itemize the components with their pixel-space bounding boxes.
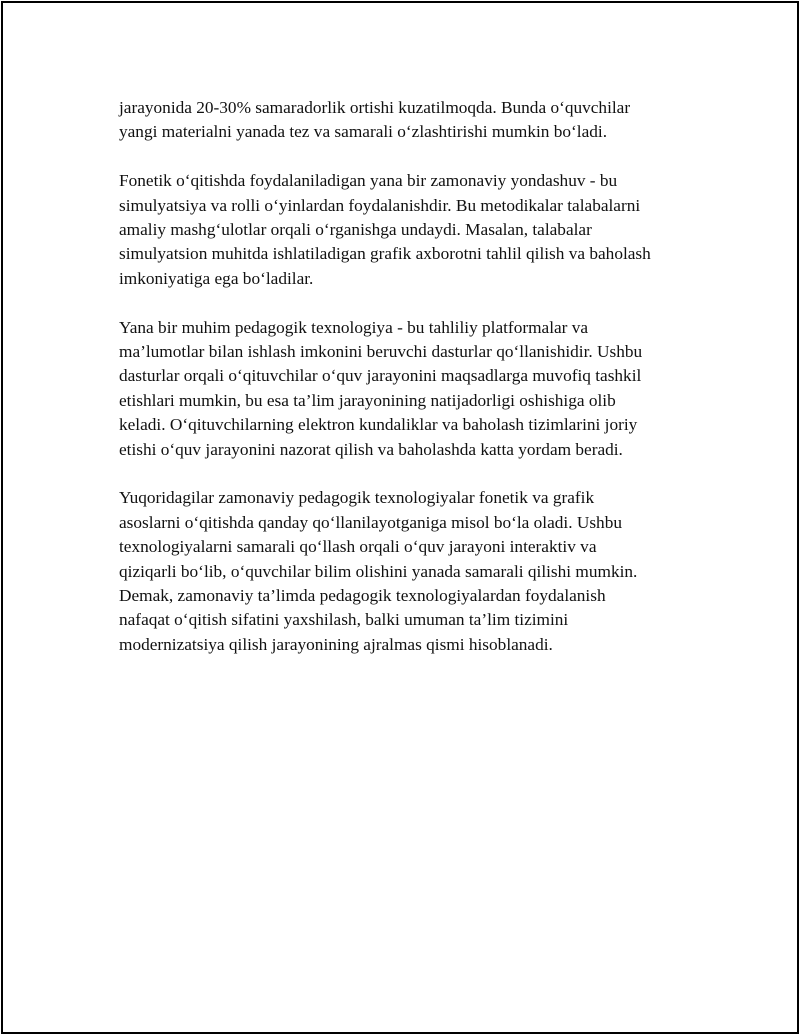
text-line: ma’lumotlar bilan ishlash imkonini beruvchi dasturlar qo‘llanishidir. Ushbu [119, 342, 643, 362]
text-line: Yana bir muhim pedagogik texnologiya - bu tahliliy platformalar va [119, 317, 589, 337]
paragraph-3 [119, 316, 719, 462]
paragraph-4 [119, 486, 719, 657]
text-line: etishlari mumkin, bu esa ta’lim jarayonining natijadorligi oshishiga olib [119, 390, 616, 410]
text-line: Demak, zamonaviy ta’limda pedagogik texnologiyalardan foydalanish [119, 586, 606, 606]
text-line: simulyatsion muhitda ishlatiladigan grafik axborotni tahlil qilish va baholash [119, 244, 651, 264]
text-line: amaliy mashg‘ulotlar orqali o‘rganishga undaydi. Masalan, talabalar [119, 220, 592, 240]
text-line: yangi materialni yanada tez va samarali o‘zlashtirishi mumkin bo‘ladi. [119, 122, 608, 142]
page-frame [1, 1, 799, 1034]
text-line: Fonetik o‘qitishda foydalaniladigan yana bir zamonaviy yondashuv - bu [119, 171, 618, 191]
text-line: modernizatsiya qilish jarayonining ajralmas qismi hisoblanadi. [119, 634, 553, 654]
text-line: Yuqoridagilar zamonaviy pedagogik texnologiyalar fonetik va grafik [119, 488, 595, 508]
paragraph-2 [119, 169, 719, 291]
text-line: qiziqarli bo‘lib, o‘quvchilar bilim olishini yanada samarali qilishi mumkin. [119, 561, 638, 581]
text-line: simulyatsiya va rolli o‘yinlardan foydalanishdir. Bu metodikalar talabalarni [119, 195, 641, 215]
text-line: keladi. O‘qituvchilarning elektron kundaliklar va baholash tizimlarini joriy [119, 415, 638, 435]
text-line: nafaqat o‘qitish sifatini yaxshilash, balki umuman ta’lim tizimini [119, 610, 569, 630]
text-line: texnologiyalarni samarali qo‘llash orqali o‘quv jarayoni interaktiv va [119, 537, 597, 557]
text-line: imkoniyatiga ega bo‘ladilar. [119, 268, 314, 288]
text-line: etishi o‘quv jarayonini nazorat qilish va baholashda katta yordam beradi. [119, 439, 623, 459]
body-text [119, 96, 719, 682]
text-line: jarayonida 20-30% samaradorlik ortishi kuzatilmoqda. Bunda o‘quvchilar [119, 98, 631, 117]
text-line: dasturlar orqali o‘qituvchilar o‘quv jarayonini maqsadlarga muvofiq tashkil [119, 366, 642, 386]
text-line: asoslarni o‘qitishda qanday qo‘llanilayotganiga misol bo‘la oladi. Ushbu [119, 512, 622, 532]
paragraph-1 [119, 96, 719, 145]
